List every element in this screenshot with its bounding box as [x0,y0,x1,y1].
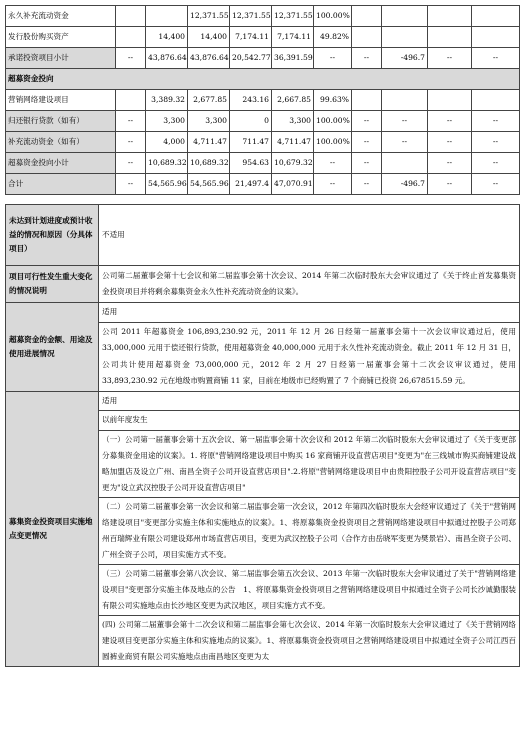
table-row [6,48,520,69]
location-change-paragraph: (四) 公司第二届董事会第十二次会议和第二届监事会第七次会议、2014 年第一次临时股东大会审议通过了《关于营销网络建设项目变更部分实施主体和实施地点的议案》。1、将原募集资金投资项目之营销网络建设项目中拟通过全资子公司江西百圆裤业商贸有限公司实施地点由南昌地区变更为太 [99,615,520,666]
feasibility-label: 项目可行性发生重大变化的情况说明 [6,266,99,303]
table-cell: -- [116,111,146,132]
feasibility-value: 公司第二届董事会第十七会议和第二届监事会第十次会议、2014 年第二次临时股东大会审议通过了《关于终止首发募集资金投资项目并将剩余募集资金永久性补充流动资金的议案》。 [99,266,520,303]
table-cell: 7,174.11 [272,27,314,48]
table-cell: 3,389.32 [146,90,188,111]
location-change-period: 以前年度发生 [99,411,520,431]
row-label: 发行股份购买资产 [6,27,116,48]
table-cell [352,27,382,48]
table-cell [472,27,520,48]
table-cell: 36,391.59 [272,48,314,69]
table-cell [472,90,520,111]
table-cell [352,90,382,111]
table-cell [382,27,428,48]
table-cell: 954.63 [230,153,272,174]
table-cell: -496.7 [382,48,428,69]
table-cell: 4,711.47 [272,132,314,153]
table-cell: -- [428,174,472,195]
table-cell: -- [116,174,146,195]
table-cell: -- [428,132,472,153]
section-header-row [6,69,520,90]
row-label: 承诺投资项目小计 [6,48,116,69]
table-cell: 3,300 [272,111,314,132]
table-cell: -- [472,174,520,195]
table-cell: 12,371.55 [188,6,230,27]
table-cell: 54,565.96 [188,174,230,195]
table-cell: -- [472,153,520,174]
table-cell: 43,876.64 [188,48,230,69]
table-cell: 243.16 [230,90,272,111]
table-cell: -496.7 [382,174,428,195]
table-cell: 54,565.96 [146,174,188,195]
table-cell: 3,300 [188,111,230,132]
table-cell: 100.00% [314,111,352,132]
table-cell: -- [352,111,382,132]
table-row [6,6,520,27]
table-cell: 20,542.77 [230,48,272,69]
not-reached-label: 未达到计划进度或预计收益的情况和原因（分具体项目） [6,205,99,266]
table-cell: 14,400 [188,27,230,48]
table-cell: -- [116,132,146,153]
table-cell: 47,070.91 [272,174,314,195]
table-cell [116,6,146,27]
table-row [6,27,520,48]
fund-usage-table [5,5,520,195]
table-cell: -- [314,48,352,69]
table-cell: -- [428,153,472,174]
row-label: 合计 [6,174,116,195]
table-cell: -- [428,48,472,69]
table-cell: 4,000 [146,132,188,153]
table-cell: 12,371.55 [230,6,272,27]
table-cell: 0 [230,111,272,132]
table-cell: 100.00% [314,6,352,27]
table-cell: 711.47 [230,132,272,153]
overraised-text: 公司 2011 年超募资金 106,893,230.92 元，2011 年 12 月 26 日经第一届董事会第十一次会议审议通过后，使用 33,000,000 元用于偿还银行贷款，使用超募资金 40,000,000 元用于永久性补充流动资金。截止 2011 年 12 月 31 日，公司共计使用超募资金 73,000,000 元，2012 年 2 月 27 日经第一届董事会第十二次会议审议通过，使用 33,893,230.92 元在地级市购置商铺 11 家，目前在地级市已经购置了 7 个商铺已投资 26,678515.59 元。 [99,322,520,391]
table-cell [428,90,472,111]
table-row [6,111,520,132]
table-cell: -- [472,48,520,69]
location-change-paragraph: （三）公司第二届董事会第八次会议、第二届监事会第五次会议、2013 年第一次临时股东大会审议通过了关于"营销网络建设项目"变更部分实施主体及地点的公告 1、将原募集资金投资项目之营销网络建设项目中拟通过全资子公司长沙诚勤服装有限公司实施地点由长沙地区变更为武汉地区，项目实施方式不变。 [99,564,520,615]
location-change-paragraph: （一）公司第一届董事会第十五次会议、第一届监事会第十次会议和 2012 年第二次临时股东大会审议通过了《关于变更部分募集资金用途的议案》。1. 将原"营销网络建设项目中购买 16 家商铺开设直营店项目"变更为"在三线城市购买商铺建设战略加盟店及设立广州、南昌全资子公司开设直营店项目".2.将原"营销网络建设项目中由贵阳控股子公司开设直营店项目"变更为"设立武汉控股子公司开设直营店项目" [99,430,520,497]
table-cell: -- [472,111,520,132]
table-cell [428,6,472,27]
table-cell: -- [352,48,382,69]
table-cell [382,90,428,111]
table-cell: -- [382,111,428,132]
table-cell [116,27,146,48]
table-cell: 10,679.32 [272,153,314,174]
location-change-paragraph: （二）公司第二届董事会第一次会议和第二届监事会第一次会议，2012 年第四次临时股东大会经审议通过了《关于"营销网络建设项目"变更部分实施主体和实施地点的议案》。1、将原募集资金投资项目之营销网络建设项目中拟通过控股子公司郑州百瑞辉业有限公司建设郑州市场直营店项目，变更为武汉控股子公司（合作方由岳晓军变更为樊景岩）、南昌全资子公司、广州全资子公司，项目实施方式不变。 [99,497,520,564]
feasibility-row [6,266,520,303]
table-cell [352,6,382,27]
table-cell: -- [352,132,382,153]
table-cell: -- [428,111,472,132]
table-cell: -- [314,174,352,195]
table-cell [116,90,146,111]
table-row [6,90,520,111]
table-row [6,153,520,174]
not-reached-row [6,205,520,266]
overraised-label: 超募资金的金额、用途及使用进展情况 [6,303,99,392]
table-cell: 2,677.85 [188,90,230,111]
table-cell: -- [352,174,382,195]
table-cell [146,6,188,27]
table-cell [382,153,428,174]
table-cell: -- [352,153,382,174]
row-label: 营销网络建设项目 [6,90,116,111]
row-label: 永久补充流动资金 [6,6,116,27]
table-cell: 14,400 [146,27,188,48]
table-cell: 3,300 [146,111,188,132]
table-cell: 100.00% [314,132,352,153]
section-title: 超募资金投向 [6,69,520,90]
table-cell: 4,711.47 [188,132,230,153]
table-cell: 12,371.55 [272,6,314,27]
location-change-applicable: 适用 [99,391,520,411]
table-cell: 10,689.32 [146,153,188,174]
table-cell: -- [116,153,146,174]
table-cell: 10,689.32 [188,153,230,174]
not-reached-value: 不适用 [99,205,520,266]
location-change-applicable-row [6,391,520,411]
row-label: 补充流动资金（如有） [6,132,116,153]
table-cell: 99.63% [314,90,352,111]
table-cell [382,6,428,27]
table-cell: 2,667.85 [272,90,314,111]
table-cell: -- [472,132,520,153]
table-cell: 43,876.64 [146,48,188,69]
table-cell: 21,497.4 [230,174,272,195]
overraised-applicable-row [6,303,520,323]
table-cell: 49.82% [314,27,352,48]
table-cell: -- [382,132,428,153]
table-cell: -- [314,153,352,174]
table-row [6,132,520,153]
location-change-label: 募集资金投资项目实施地点变更情况 [6,391,99,666]
table-cell: -- [116,48,146,69]
row-label: 超募资金投向小计 [6,153,116,174]
table-cell: 7,174.11 [230,27,272,48]
row-label: 归还银行贷款（如有） [6,111,116,132]
table-row [6,174,520,195]
table-cell [472,6,520,27]
overraised-applicable: 适用 [99,303,520,323]
table-cell [428,27,472,48]
project-notes-table [5,204,520,667]
